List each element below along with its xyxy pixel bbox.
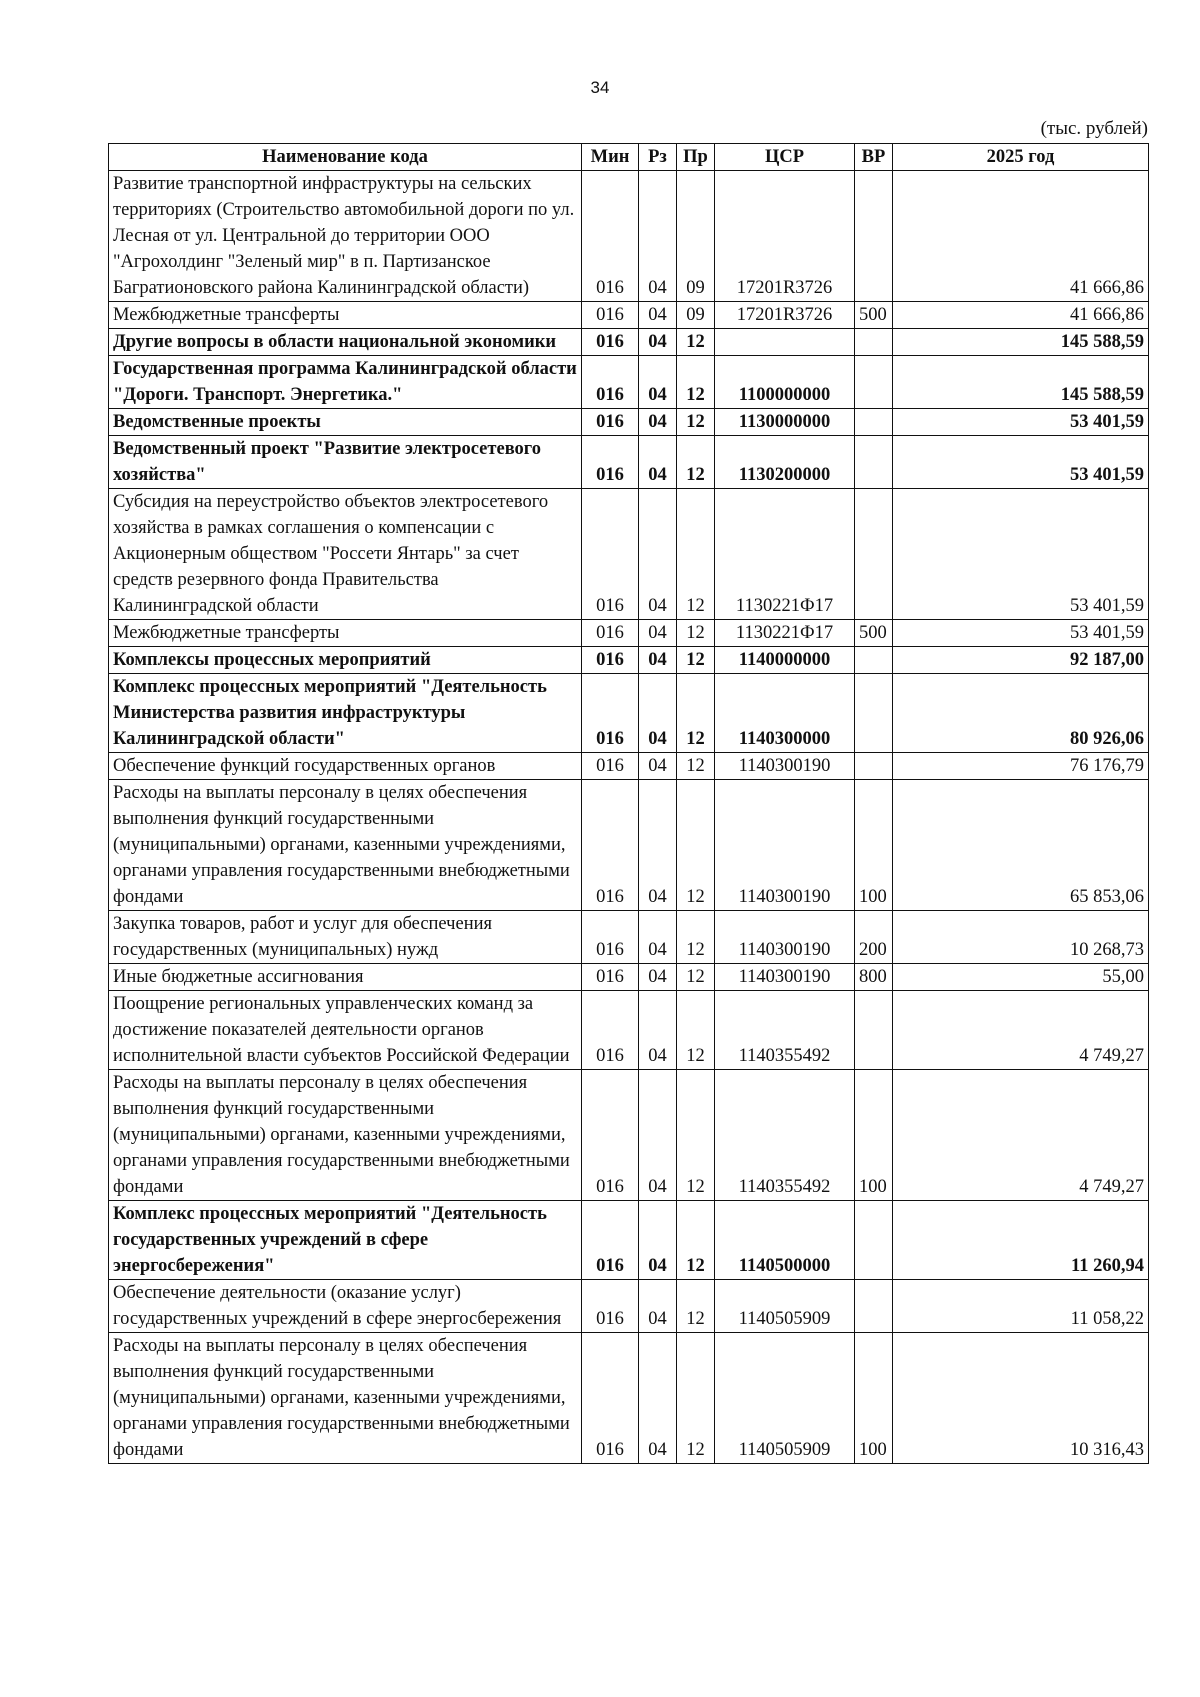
cell-rz: 04 (639, 647, 677, 674)
cell-name: Государственная программа Калининградской области "Дороги. Транспорт. Энергетика." (109, 356, 582, 409)
cell-name: Субсидия на переустройство объектов электросетевого хозяйства в рамках соглашения о компенсации с Акционерным обществом "Россети Янтарь" за счет средств резервного фонда Правительства Калининградской области (109, 489, 582, 620)
cell-amount: 55,00 (893, 964, 1149, 991)
cell-min: 016 (582, 302, 639, 329)
cell-pr: 12 (677, 1333, 715, 1464)
cell-name: Другие вопросы в области национальной экономики (109, 329, 582, 356)
cell-pr: 09 (677, 171, 715, 302)
cell-csr (715, 329, 855, 356)
cell-rz: 04 (639, 674, 677, 753)
cell-name: Расходы на выплаты персоналу в целях обеспечения выполнения функций государственными (муниципальными) органами, казенными учреждениями, органами управления государственными внебюджетными фондами (109, 1333, 582, 1464)
header-vr: ВР (855, 144, 893, 171)
cell-name: Обеспечение функций государственных органов (109, 753, 582, 780)
cell-name: Развитие транспортной инфраструктуры на сельских территориях (Строительство автомобильной дороги по ул. Лесная от ул. Центральной до территории ООО "Агрохолдинг "Зеленый мир" в п. Партизанское Багратионовского района Калининградской области) (109, 171, 582, 302)
cell-vr: 800 (855, 964, 893, 991)
cell-csr: 1140300190 (715, 911, 855, 964)
table-row (109, 753, 1149, 780)
cell-amount: 53 401,59 (893, 620, 1149, 647)
table-row (109, 356, 1149, 409)
cell-min: 016 (582, 620, 639, 647)
cell-name: Ведомственные проекты (109, 409, 582, 436)
header-rz: Рз (639, 144, 677, 171)
cell-pr: 12 (677, 647, 715, 674)
cell-amount: 145 588,59 (893, 329, 1149, 356)
cell-csr: 17201R3726 (715, 171, 855, 302)
cell-rz: 04 (639, 356, 677, 409)
cell-min: 016 (582, 964, 639, 991)
cell-rz: 04 (639, 620, 677, 647)
cell-min: 016 (582, 1280, 639, 1333)
cell-rz: 04 (639, 1201, 677, 1280)
cell-rz: 04 (639, 329, 677, 356)
cell-vr: 500 (855, 302, 893, 329)
cell-pr: 12 (677, 356, 715, 409)
cell-min: 016 (582, 489, 639, 620)
cell-amount: 92 187,00 (893, 647, 1149, 674)
cell-pr: 12 (677, 780, 715, 911)
cell-min: 016 (582, 991, 639, 1070)
cell-rz: 04 (639, 1280, 677, 1333)
cell-csr: 1100000000 (715, 356, 855, 409)
cell-min: 016 (582, 356, 639, 409)
cell-amount: 53 401,59 (893, 409, 1149, 436)
cell-amount: 41 666,86 (893, 302, 1149, 329)
cell-min: 016 (582, 1201, 639, 1280)
cell-amount: 11 058,22 (893, 1280, 1149, 1333)
cell-rz: 04 (639, 1333, 677, 1464)
cell-name: Обеспечение деятельности (оказание услуг) государственных учреждений в сфере энергосбережения (109, 1280, 582, 1333)
cell-min: 016 (582, 674, 639, 753)
header-pr: Пр (677, 144, 715, 171)
cell-min: 016 (582, 409, 639, 436)
cell-amount: 53 401,59 (893, 436, 1149, 489)
cell-name: Поощрение региональных управленческих команд за достижение показателей деятельности органов исполнительной власти субъектов Российской Федерации (109, 991, 582, 1070)
cell-pr: 12 (677, 329, 715, 356)
cell-csr: 1140300000 (715, 674, 855, 753)
cell-csr: 17201R3726 (715, 302, 855, 329)
cell-csr: 1140505909 (715, 1333, 855, 1464)
cell-amount: 76 176,79 (893, 753, 1149, 780)
cell-csr: 1140355492 (715, 1070, 855, 1201)
cell-vr (855, 436, 893, 489)
cell-vr (855, 329, 893, 356)
cell-vr: 100 (855, 1333, 893, 1464)
cell-amount: 65 853,06 (893, 780, 1149, 911)
cell-rz: 04 (639, 753, 677, 780)
table-row (109, 436, 1149, 489)
cell-vr (855, 753, 893, 780)
cell-csr: 1130221Ф17 (715, 620, 855, 647)
table-row (109, 409, 1149, 436)
page-number: 34 (590, 78, 610, 97)
cell-vr (855, 356, 893, 409)
cell-vr: 500 (855, 620, 893, 647)
cell-name: Закупка товаров, работ и услуг для обеспечения государственных (муниципальных) нужд (109, 911, 582, 964)
cell-rz: 04 (639, 302, 677, 329)
cell-amount: 4 749,27 (893, 1070, 1149, 1201)
cell-pr: 09 (677, 302, 715, 329)
table-row (109, 911, 1149, 964)
cell-vr (855, 1201, 893, 1280)
cell-rz: 04 (639, 436, 677, 489)
header-name: Наименование кода (109, 144, 582, 171)
table-row (109, 780, 1149, 911)
cell-csr: 1140300190 (715, 753, 855, 780)
table-row (109, 1201, 1149, 1280)
cell-name: Расходы на выплаты персоналу в целях обеспечения выполнения функций государственными (муниципальными) органами, казенными учреждениями, органами управления государственными внебюджетными фондами (109, 780, 582, 911)
table-body (109, 171, 1149, 1464)
cell-min: 016 (582, 753, 639, 780)
cell-pr: 12 (677, 1201, 715, 1280)
table-row (109, 1280, 1149, 1333)
cell-rz: 04 (639, 409, 677, 436)
cell-csr: 1140505909 (715, 1280, 855, 1333)
cell-min: 016 (582, 911, 639, 964)
cell-amount: 4 749,27 (893, 991, 1149, 1070)
cell-amount: 53 401,59 (893, 489, 1149, 620)
cell-csr: 1130000000 (715, 409, 855, 436)
cell-pr: 12 (677, 964, 715, 991)
cell-vr (855, 409, 893, 436)
cell-pr: 12 (677, 911, 715, 964)
cell-pr: 12 (677, 1070, 715, 1201)
table-row (109, 1070, 1149, 1201)
cell-vr (855, 674, 893, 753)
cell-min: 016 (582, 1333, 639, 1464)
cell-name: Комплексы процессных мероприятий (109, 647, 582, 674)
budget-table (108, 143, 1149, 1464)
cell-amount: 10 268,73 (893, 911, 1149, 964)
cell-pr: 12 (677, 674, 715, 753)
table-header-row (109, 144, 1149, 171)
table-row (109, 647, 1149, 674)
cell-name: Иные бюджетные ассигнования (109, 964, 582, 991)
cell-rz: 04 (639, 991, 677, 1070)
cell-vr (855, 1280, 893, 1333)
cell-csr: 1140355492 (715, 991, 855, 1070)
cell-min: 016 (582, 436, 639, 489)
cell-csr: 1140300190 (715, 964, 855, 991)
units-label: (тыс. рублей) (1040, 118, 1148, 139)
table-row (109, 991, 1149, 1070)
table-row (109, 171, 1149, 302)
header-year: 2025 год (893, 144, 1149, 171)
cell-rz: 04 (639, 964, 677, 991)
cell-pr: 12 (677, 991, 715, 1070)
cell-pr: 12 (677, 409, 715, 436)
cell-rz: 04 (639, 780, 677, 911)
cell-pr: 12 (677, 489, 715, 620)
cell-name: Расходы на выплаты персоналу в целях обеспечения выполнения функций государственными (муниципальными) органами, казенными учреждениями, органами управления государственными внебюджетными фондами (109, 1070, 582, 1201)
cell-min: 016 (582, 171, 639, 302)
cell-rz: 04 (639, 911, 677, 964)
cell-vr (855, 991, 893, 1070)
cell-name: Межбюджетные трансферты (109, 620, 582, 647)
cell-pr: 12 (677, 436, 715, 489)
cell-min: 016 (582, 1070, 639, 1201)
cell-vr (855, 647, 893, 674)
cell-min: 016 (582, 329, 639, 356)
cell-amount: 41 666,86 (893, 171, 1149, 302)
header-min: Мин (582, 144, 639, 171)
cell-rz: 04 (639, 171, 677, 302)
cell-vr (855, 171, 893, 302)
cell-vr: 100 (855, 780, 893, 911)
cell-pr: 12 (677, 620, 715, 647)
table-row (109, 620, 1149, 647)
cell-rz: 04 (639, 489, 677, 620)
cell-rz: 04 (639, 1070, 677, 1201)
cell-csr: 1140000000 (715, 647, 855, 674)
table-row (109, 674, 1149, 753)
table-row (109, 1333, 1149, 1464)
cell-amount: 80 926,06 (893, 674, 1149, 753)
cell-amount: 10 316,43 (893, 1333, 1149, 1464)
cell-amount: 145 588,59 (893, 356, 1149, 409)
cell-name: Комплекс процессных мероприятий "Деятельность Министерства развития инфраструктуры Калининградской области" (109, 674, 582, 753)
cell-csr: 1140500000 (715, 1201, 855, 1280)
cell-min: 016 (582, 780, 639, 911)
cell-name: Ведомственный проект "Развитие электросетевого хозяйства" (109, 436, 582, 489)
cell-csr: 1130200000 (715, 436, 855, 489)
table-row (109, 964, 1149, 991)
cell-vr: 200 (855, 911, 893, 964)
cell-pr: 12 (677, 1280, 715, 1333)
cell-name: Межбюджетные трансферты (109, 302, 582, 329)
table-row (109, 489, 1149, 620)
cell-vr: 100 (855, 1070, 893, 1201)
cell-csr: 1130221Ф17 (715, 489, 855, 620)
cell-vr (855, 489, 893, 620)
cell-csr: 1140300190 (715, 780, 855, 911)
cell-name: Комплекс процессных мероприятий "Деятельность государственных учреждений в сфере энергосбережения" (109, 1201, 582, 1280)
cell-pr: 12 (677, 753, 715, 780)
table-row (109, 302, 1149, 329)
cell-amount: 11 260,94 (893, 1201, 1149, 1280)
cell-min: 016 (582, 647, 639, 674)
header-csr: ЦСР (715, 144, 855, 171)
table-row (109, 329, 1149, 356)
